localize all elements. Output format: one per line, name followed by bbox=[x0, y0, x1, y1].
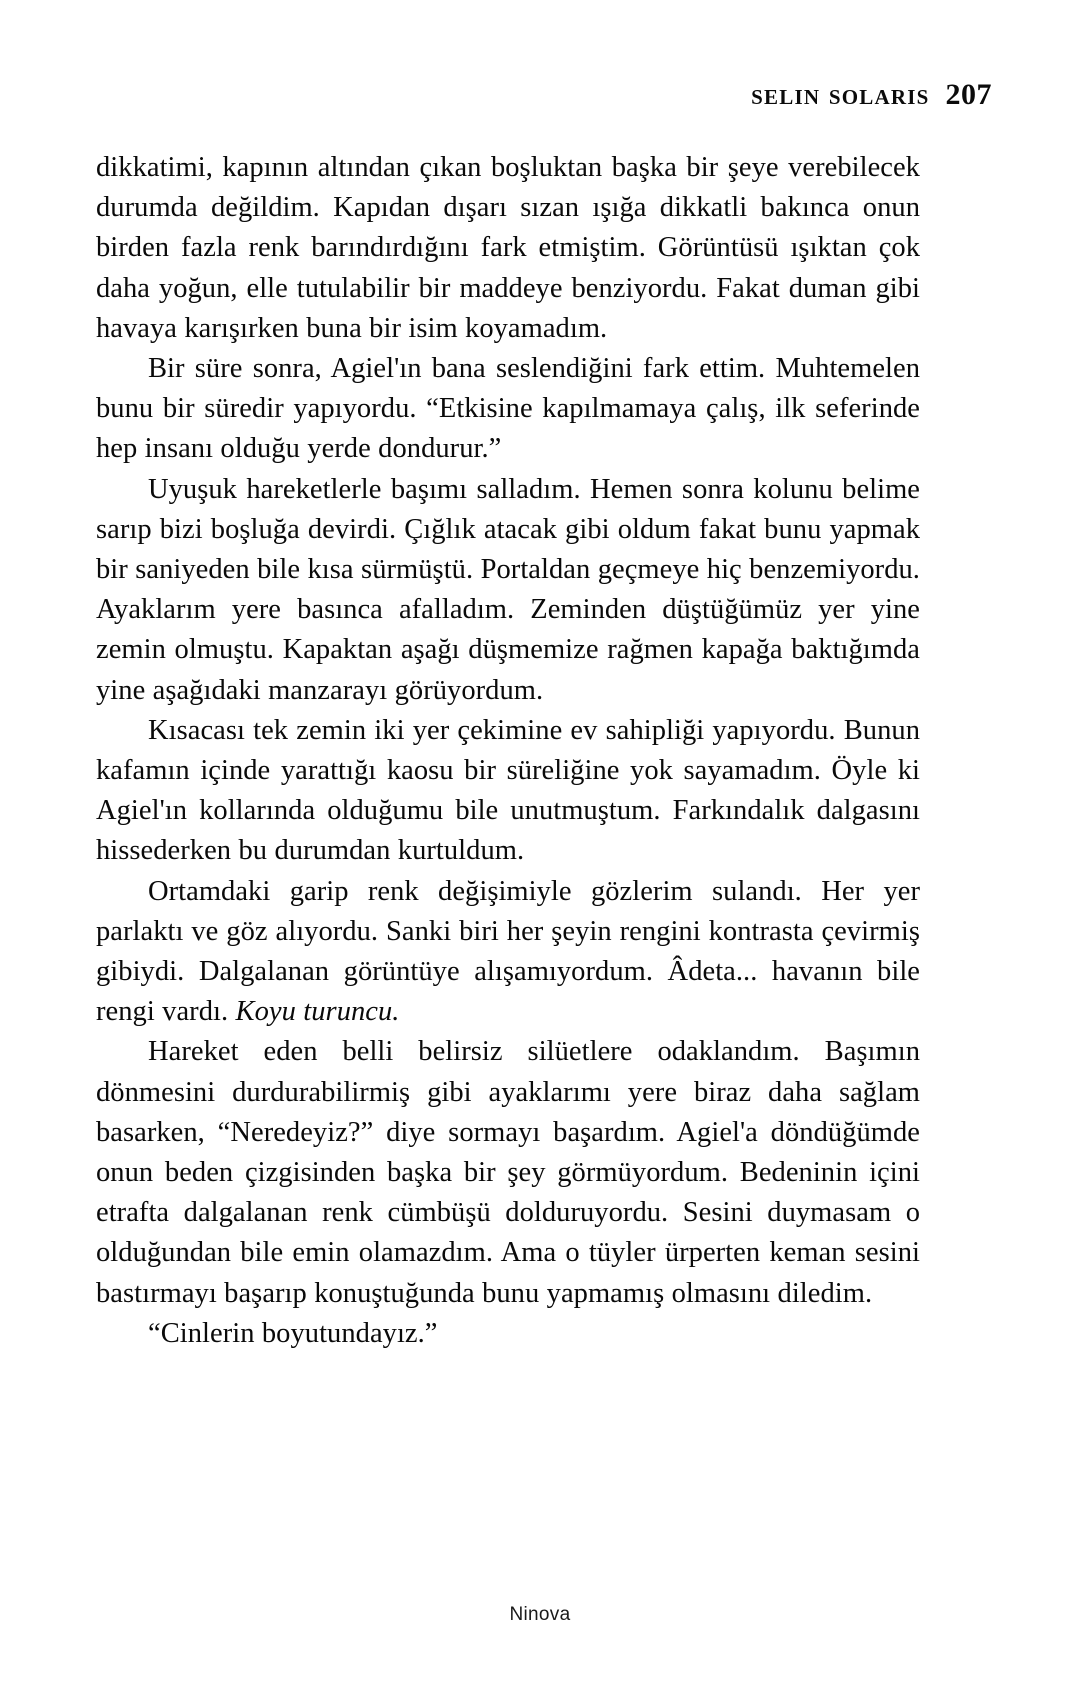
footer-watermark: Ninova bbox=[509, 1604, 571, 1625]
running-header bbox=[96, 78, 992, 122]
paragraph-6: Hareket eden belli belirsiz silüetlere odaklandım. Başımın dönmesini durdurabilirmiş gibi ayaklarımı yere biraz daha sağlam basarken, “Neredeyiz?” diye sormayı başardım. Agiel'a döndüğümde onun beden çizgisinden başka bir şey görmüyordum. Bedeninin içini etrafta dalgalanan renk cümbüşü dolduruyordu. Sesini duymasam o olduğundan bile emin olamazdım. Ama o tüyler ürperten keman sesini bastırmayı başarıp konuştuğunda bunu yapmamış olmasını diledim. bbox=[96, 1036, 920, 1309]
page-footer bbox=[0, 1604, 1080, 1626]
paragraph-5 bbox=[96, 872, 920, 1033]
body-text-block bbox=[96, 148, 920, 1354]
emphasised-phrase: Koyu turuncu. bbox=[235, 996, 400, 1028]
paragraph-3: Uyuşuk hareketlerle başımı salladım. Hemen sonra kolunu belime sarıp bizi boşluğa devirdi. Çığlık atacak gibi oldum fakat bunu yapmak bir saniyeden bile kısa sürmüştü. Portaldan geçmeye hiç benzemiyordu. Ayaklarım yere basınca afalladım. Zeminden düştüğümüz yer yine zemin olmuştu. Kapaktan aşağı düşmemize rağmen kapağa baktığımda yine aşağıdaki manzarayı görüyordum. bbox=[96, 473, 920, 706]
paragraph-4: Kısacası tek zemin iki yer çekimine ev sahipliği yapıyordu. Bunun kafamın içinde yarattığı kaosu bir süreliğine yok sayamadım. Öyle ki Agiel'ın kollarında olduğumu bile unutmuştum. Farkındalık dalgasını hissederken bu durumdan kurtuldum. bbox=[96, 714, 920, 867]
paragraph-2: Bir süre sonra, Agiel'ın bana seslendiğini fark ettim. Muhtemelen bunu bir süredir yapıyordu. “Etkisine kapılmamaya çalış, ilk seferinde hep insanı olduğu yerde dondurur.” bbox=[96, 353, 920, 465]
paragraph-5-text: Ortamdaki garip renk değişimiyle gözlerim sulandı. Her yer parlaktı ve göz alıyordu. Sanki biri her şeyin rengini kontrasta çevirmiş gibiydi. Dalgalanan görüntüye alışamıyordum. Âdeta... havanın bile rengi vardı. bbox=[96, 875, 920, 1028]
paragraph-1: dikkatimi, kapının altından çıkan boşluktan başka bir şeye verebilecek durumda değildim. Kapıdan dışarı sızan ışığa dikkatli bakınca onun birden fazla renk barındırdığını fark etmiştim. Görüntüsü ışıktan çok daha yoğun, elle tutulabilir bir maddeye benziyordu. Fakat duman gibi havaya karışırken buna bir isim koyamadım. bbox=[96, 152, 920, 344]
paragraph-7-dialogue: “Cinlerin boyutundayız.” bbox=[148, 1317, 438, 1349]
page-number: 207 bbox=[945, 78, 992, 111]
header-book-title: selin solaris bbox=[751, 78, 930, 111]
